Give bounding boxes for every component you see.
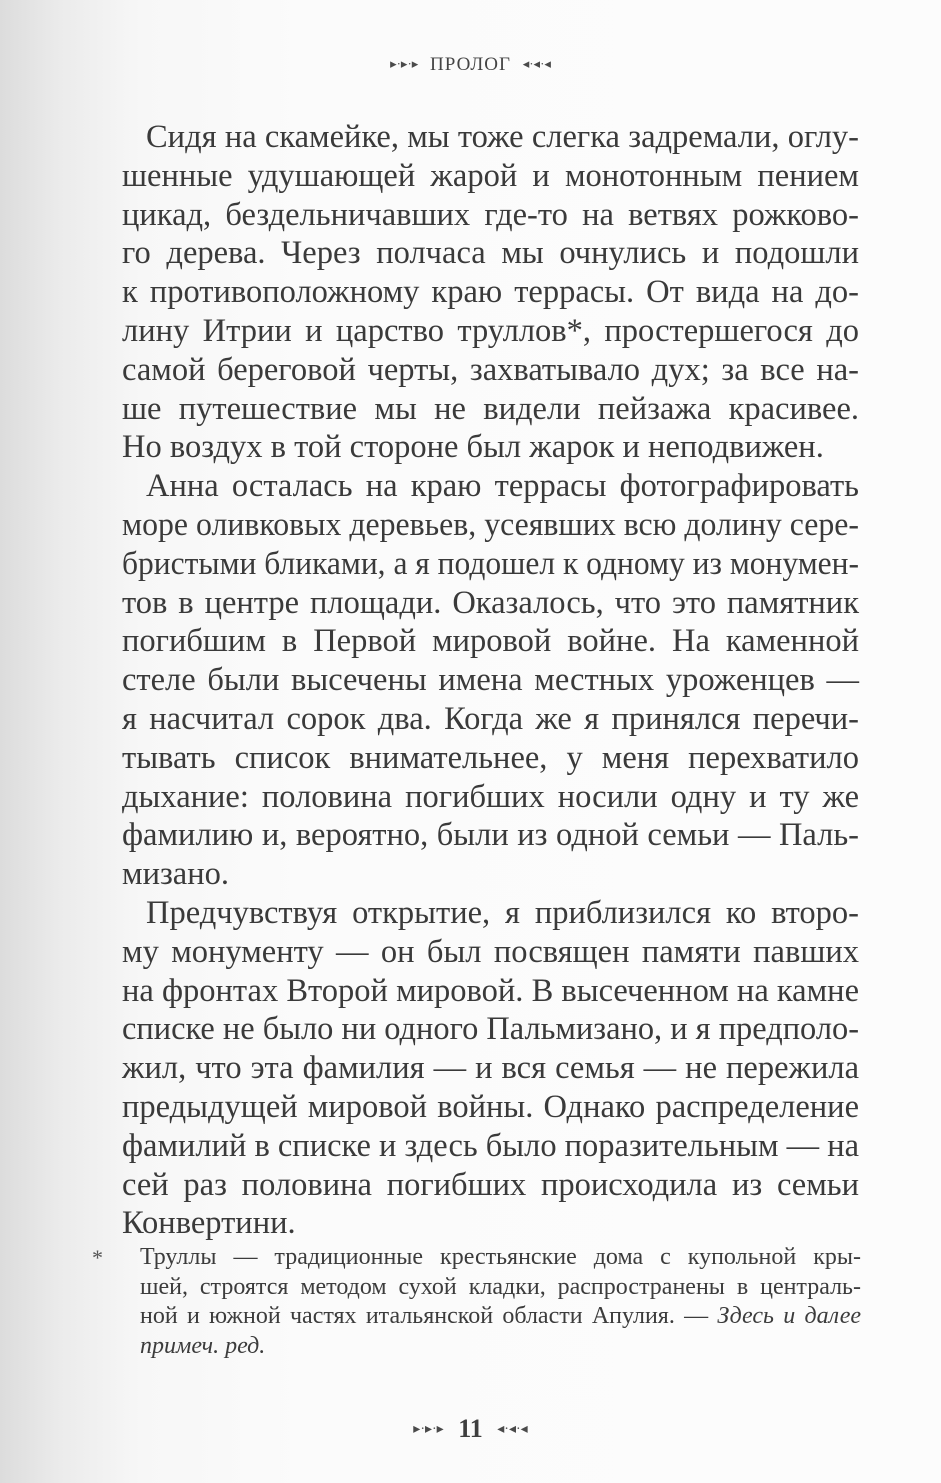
chapter-title: ПРОЛОГ — [430, 54, 511, 75]
footnote-line — [140, 1273, 861, 1303]
text-line: шенные удушающей жарой и монотонным пением — [122, 157, 859, 194]
text-line: Анна осталась на краю террасы фотографировать — [146, 468, 859, 505]
text-line: тов в центре площади. Оказалось, что это памятник — [122, 584, 859, 621]
page-footer — [0, 1414, 941, 1444]
text-line: море оливковых деревьев, усеявших всю долину сере- — [122, 506, 859, 543]
text-line: ше путешествие мы не видели пейзажа красивее. — [122, 390, 859, 427]
text-line: мизано. — [122, 856, 229, 893]
text-line: лину Итрии и царство труллов*, простершегося до — [122, 312, 859, 349]
text-line: самой береговой черты, захватывало дух; за все на- — [122, 351, 859, 388]
text-line: сей раз половина погибших происходила из семьи — [122, 1166, 859, 1203]
footnote-line — [140, 1332, 861, 1362]
text-line: погибшим в Первой мировой войне. На каменной — [122, 623, 859, 660]
text-line: бристыми бликами, а я подошел к одному из монумен- — [122, 545, 859, 582]
footnote-text: Труллы — традиционные крестьянские дома с купольной кры- — [140, 1244, 861, 1270]
text-line: Конвертини. — [122, 1205, 296, 1242]
text-line: списке не было ни одного Пальмизано, и я предполо- — [122, 1011, 859, 1048]
text-line: дыхание: половина погибших носили одну и ту же — [122, 778, 859, 815]
text-line: Предчувствуя открытие, я приблизился ко второ- — [146, 894, 859, 931]
text-line: предыдущей мировой войны. Однако распределение — [122, 1088, 859, 1125]
text-line: цикад, бездельничавших где-то на ветвях рожково- — [122, 196, 859, 233]
ornament-right-icon: ◂·◂·◂ — [497, 1422, 528, 1437]
text-line: к противоположному краю террасы. От вида на до- — [122, 274, 859, 311]
footnote — [140, 1243, 861, 1361]
footnote-italic-note: примеч. ред. — [140, 1332, 266, 1359]
text-line: фамилий в списке и здесь было поразительным — на — [122, 1127, 859, 1164]
running-head — [0, 54, 941, 76]
text-line: жил, что эта фамилия — и вся семья — не пережила — [122, 1050, 859, 1087]
page-number: 11 — [458, 1414, 483, 1443]
text-line: Сидя на скамейке, мы тоже слегка задремали, оглу- — [146, 119, 859, 155]
body-text — [122, 118, 859, 1243]
text-line: тывать список внимательнее, у меня перехватило — [122, 739, 859, 776]
ornament-left-icon: ▸·▸·▸ — [390, 56, 419, 71]
text-line: стеле были высечены имена местных уроженцев — — [122, 662, 859, 699]
footnote-text: шей, строятся методом сухой кладки, распространены в централь- — [140, 1273, 861, 1300]
ornament-right-icon: ◂·◂·◂ — [522, 56, 551, 71]
text-line: фамилию и, вероятно, были из одной семьи — Паль- — [122, 817, 859, 854]
text-line: я насчитал сорок два. Когда же я принялся перечи- — [122, 700, 859, 737]
footnote-text: ной и южной частях итальянской области Апулия. — — [140, 1303, 718, 1329]
text-line: на фронтах Второй мировой. В высеченном на камне — [122, 972, 859, 1009]
text-line: Но воздух в той стороне был жарок и неподвижен. — [122, 429, 824, 466]
text-line: му монументу — он был посвящен памяти павших — [122, 933, 859, 970]
footnote-italic-note: Здесь и далее — [717, 1303, 861, 1329]
footnote-marker: * — [92, 1245, 103, 1270]
ornament-left-icon: ▸·▸·▸ — [413, 1422, 444, 1437]
text-line: го дерева. Через полчаса мы очнулись и подошли — [122, 235, 859, 272]
footnote-line — [140, 1302, 861, 1332]
footnote-line — [140, 1243, 861, 1273]
